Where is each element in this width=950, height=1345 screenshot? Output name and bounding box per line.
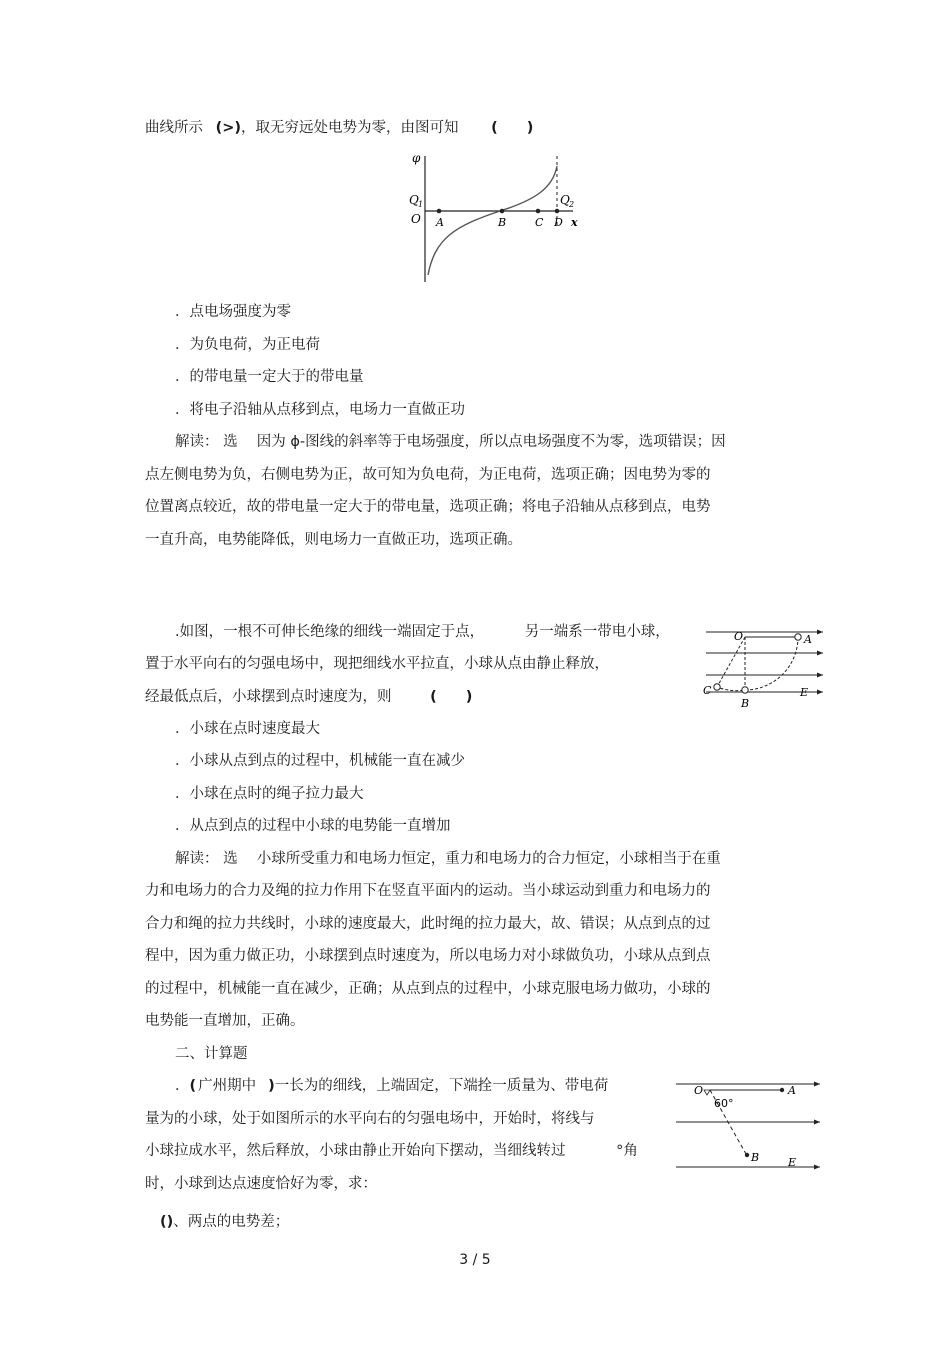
source-text: 广州期中 <box>198 1078 257 1094</box>
e-label: E <box>788 1156 797 1169</box>
sub-question <box>160 1212 289 1232</box>
angle-label: 60° <box>714 1097 734 1110</box>
stem-paren: ( <box>189 1078 197 1094</box>
x-label: x <box>571 216 578 229</box>
phi-label: φ <box>412 151 421 165</box>
q2-label: Q <box>560 193 570 207</box>
ball-at-b <box>745 1153 749 1157</box>
o-label: O <box>734 630 744 643</box>
answer-blank: ( ) <box>491 120 534 136</box>
question-stem-line: 置于水平向右的匀强电场中，现把细线水平拉直，小球从点由静止释放， <box>145 656 609 672</box>
question-stem-line <box>145 1141 638 1161</box>
question-stem-line <box>145 118 533 138</box>
c-label: C <box>703 684 712 697</box>
solution-line: 点左侧电势为负，右侧电势为正，故可知为负电荷，为正电荷，选项正确；因电势为零的 <box>145 467 711 483</box>
solution-line: 一直升高，电势能降低，则电场力一直做正功，选项正确。 <box>145 532 522 548</box>
page-number: 3 / 5 <box>459 1252 491 1268</box>
string-to-c-dashed <box>717 637 745 687</box>
origin-label: O <box>411 212 421 226</box>
point-c-dot <box>536 209 541 214</box>
solution-line: 的过程中，机械能一直在减少，正确；从点到点的过程中，小球克服电场力做功，小球的 <box>145 981 711 997</box>
stem-text: 小球拉成水平，然后释放，小球由静止开始向下摆动，当细线转过 <box>145 1143 566 1159</box>
stem-text: 经最低点后，小球摆到点时速度为，则 <box>145 689 392 705</box>
point-a-dot <box>437 209 442 214</box>
e-label: E <box>800 686 809 699</box>
a-label: A <box>804 633 812 646</box>
c-label: C <box>535 216 544 229</box>
stem-symbol: (>) <box>215 120 242 136</box>
stem-text: ，取无穷远处电势为零，由图可知 <box>241 120 459 136</box>
q1-label: Q <box>409 193 419 207</box>
ball-at-b <box>742 687 748 693</box>
stem-text: °角 <box>616 1143 638 1159</box>
answer-blank: ( ) <box>430 689 473 705</box>
pendulum-60-figure <box>672 1074 827 1174</box>
b-label: B <box>741 697 750 710</box>
a-label: A <box>436 216 444 229</box>
option-c: ．小球在点时的绳子拉力最大 <box>175 786 364 802</box>
solution-line: 解读： 选 小球所受重力和电场力恒定，重力和电场力的合力恒定，小球相当于在重 <box>175 851 721 867</box>
d-label: D <box>554 216 563 229</box>
ball-at-a <box>795 634 801 640</box>
question-stem-line: 时，小球到达点速度恰好为零，求： <box>145 1176 377 1192</box>
stem-paren: ) <box>268 1078 275 1094</box>
a-label: A <box>788 1084 796 1097</box>
option-a: ．小球在点时速度最大 <box>175 721 320 737</box>
ball-at-c <box>714 684 720 690</box>
q1-subscript: 1 <box>418 200 424 209</box>
option-d: ．从点到点的过程中小球的电势能一直增加 <box>175 818 451 834</box>
sub-question-number: () <box>160 1214 174 1230</box>
pendulum-field-figure <box>700 625 828 710</box>
solution-line: 位置离点较近，故的带电量一定大于的带电量，选项正确；将电子沿轴从点移到点，电势 <box>145 499 711 515</box>
section-title: 二、计算题 <box>175 1046 248 1062</box>
option-c: ．的带电量一定大于的带电量 <box>175 369 364 385</box>
question-stem-line: 量为的小球，处于如图所示的水平向右的匀强电场中，开始时，将线与 <box>145 1111 595 1127</box>
stem-text: ． <box>175 1078 190 1094</box>
b-label: B <box>751 1151 760 1164</box>
stem-text: .如图，一根不可伸长绝缘的细线一端固定于点， <box>175 624 485 640</box>
option-d: ．将电子沿轴从点移到点，电场力一直做正功 <box>175 402 465 418</box>
angle-arc <box>704 1090 710 1095</box>
point-b-dot <box>500 209 505 214</box>
solution-line: 合力和绳的拉力共线时，小球的速度最大，此时绳的拉力最大，故、错误；从点到点的过 <box>145 916 711 932</box>
question-stem-line <box>145 687 472 707</box>
phi-x-graph-figure <box>395 148 595 288</box>
solution-line: 解读： 选 因为 ϕ-图线的斜率等于电场强度，所以点电场强度不为零，选项错误；因 <box>175 434 726 450</box>
q2-subscript: 2 <box>569 200 575 209</box>
question-stem-line <box>175 622 670 642</box>
o-label: O <box>694 1084 704 1097</box>
option-b: ．小球从点到点的过程中，机械能一直在减少 <box>175 753 465 769</box>
point-d-dot <box>555 209 560 214</box>
swing-arc-dashed <box>717 637 798 691</box>
option-b: ．为负电荷，为正电荷 <box>175 337 320 353</box>
b-label: B <box>498 216 507 229</box>
stem-text: 曲线所示 <box>145 120 203 136</box>
solution-line: 程中，因为重力做正功，小球摆到点时速度为，所以电场力对小球做负功，小球从点到点 <box>145 948 711 964</box>
question-stem-line <box>175 1076 608 1096</box>
ball-at-a <box>780 1088 784 1092</box>
stem-text: 另一端系一带电小球， <box>524 624 670 640</box>
stem-text: 一长为的细线，上端固定，下端拴一质量为、带电荷 <box>274 1078 609 1094</box>
option-a: ．点电场强度为零 <box>175 304 291 320</box>
solution-line: 电势能一直增加，正确。 <box>145 1013 305 1029</box>
solution-line: 力和电场力的合力及绳的拉力作用下在竖直平面内的运动。当小球运动到重力和电场力的 <box>145 883 711 899</box>
sub-question-text: 、两点的电势差； <box>173 1214 290 1230</box>
